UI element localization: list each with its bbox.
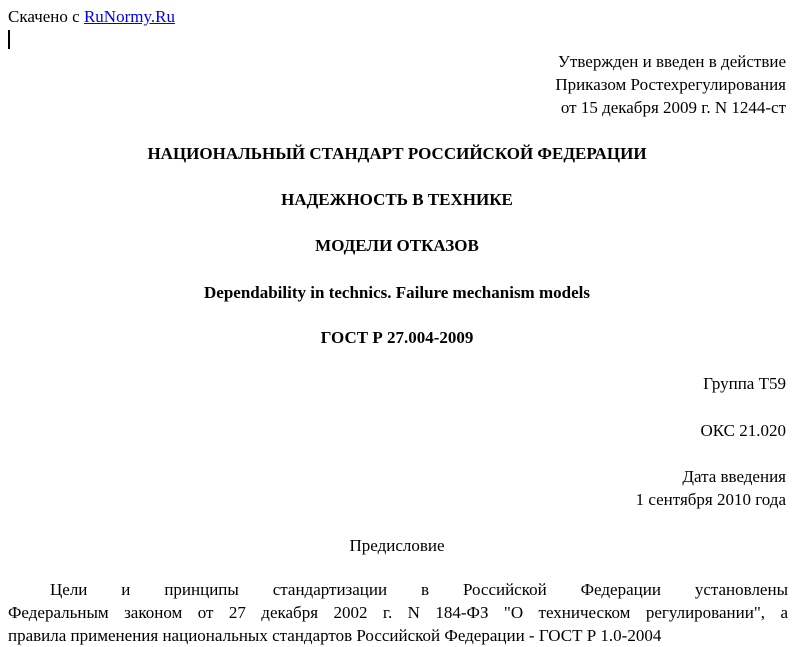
group-label: Группа Т59 bbox=[703, 374, 786, 393]
foreword-paragraph bbox=[8, 578, 788, 647]
source-line bbox=[8, 6, 175, 27]
source-link[interactable]: RuNormy.Ru bbox=[83, 7, 175, 26]
text-cursor bbox=[8, 30, 10, 49]
approval-line-2: Приказом Ростехрегулирования bbox=[555, 75, 786, 94]
introduction-date-label: Дата введения bbox=[682, 467, 786, 486]
foreword-line-3: правила применения национальных стандартов Российской Федерации - ГОСТ Р 1.0-2004 bbox=[8, 626, 662, 645]
standard-name-title: МОДЕЛИ ОТКАЗОВ bbox=[315, 236, 479, 255]
standard-type-title: НАЦИОНАЛЬНЫЙ СТАНДАРТ РОССИЙСКОЙ ФЕДЕРАЦИИ bbox=[147, 144, 647, 163]
approval-line-3: от 15 декабря 2009 г. N 1244-ст bbox=[560, 98, 786, 117]
approval-line-1: Утвержден и введен в действие bbox=[557, 52, 786, 71]
foreword-heading: Предисловие bbox=[349, 536, 445, 555]
introduction-date-block bbox=[636, 465, 786, 511]
english-name-title: Dependability in technics. Failure mechanism models bbox=[204, 283, 590, 302]
foreword-line-1: Цели и принципы стандартизации в Российской Федерации установлены bbox=[50, 580, 788, 599]
standard-code-title: ГОСТ Р 27.004-2009 bbox=[320, 328, 474, 347]
oks-label: ОКС 21.020 bbox=[700, 421, 786, 440]
introduction-date-value: 1 сентября 2010 года bbox=[635, 490, 786, 509]
subject-title: НАДЕЖНОСТЬ В ТЕХНИКЕ bbox=[281, 190, 513, 209]
foreword-line-2: Федеральным законом от 27 декабря 2002 г. N 184-ФЗ "О техническом регулировании", а bbox=[8, 603, 788, 622]
approval-block bbox=[555, 50, 786, 119]
source-prefix: Скачено с bbox=[8, 7, 80, 26]
